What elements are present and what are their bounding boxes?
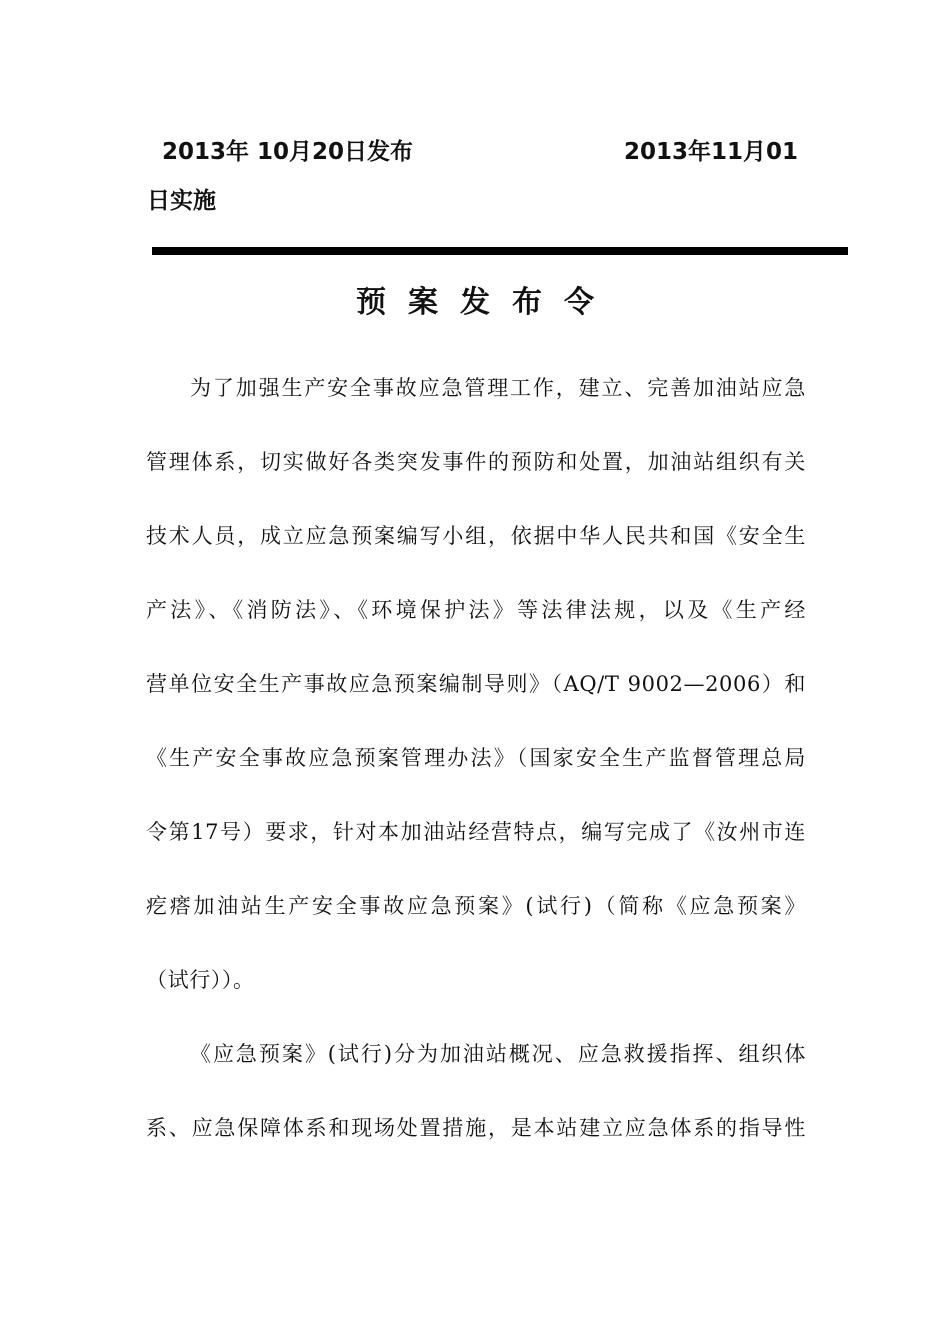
paragraph-2-line-1: 《应急预案》(试行)分为加油站概况、应急救援指挥、组织体 [190, 1042, 806, 1066]
paragraph-1-line-1: 为了加强生产安全事故应急管理工作，建立、完善加油站应急 [190, 376, 806, 400]
paragraph-1-line-7: 令第17号）要求，针对本加油站经营特点，编写完成了《汝州市连 [146, 820, 806, 844]
paragraph-2-line-2: 系、应急保障体系和现场处置措施，是本站建立应急体系的指导性 [146, 1116, 806, 1140]
effective-date: 2013年11月01 [624, 139, 799, 165]
paragraph-1-line-5: 营单位安全生产事故应急预案编制导则》（AQ/T 9002—2006）和 [146, 672, 806, 696]
paragraph-1-line-6: 《生产安全事故应急预案管理办法》（国家安全生产监督管理总局 [146, 746, 806, 770]
page-title: 预案发布令 [356, 285, 616, 320]
document-body [146, 370, 806, 1184]
paragraph-1-line-2: 管理体系，切实做好各类突发事件的预防和处置，加油站组织有关 [146, 450, 806, 474]
effective-date-continuation: 日实施 [147, 188, 216, 214]
header-divider [152, 247, 848, 255]
paragraph-1-line-8: 疙瘩加油站生产安全事故应急预案》(试行)（简称《应急预案》 [146, 894, 806, 918]
release-date-line [162, 134, 802, 170]
paragraph-1-line-3: 技术人员，成立应急预案编写小组，依据中华人民共和国《安全生 [146, 524, 806, 548]
paragraph-1-line-4: 产法》、《消防法》、《环境保护法》等法律法规，以及《生产经 [146, 598, 806, 622]
paragraph-1-line-9: （试行））。 [146, 968, 255, 992]
issue-date: 2013年 10月20日发布 [162, 139, 414, 165]
